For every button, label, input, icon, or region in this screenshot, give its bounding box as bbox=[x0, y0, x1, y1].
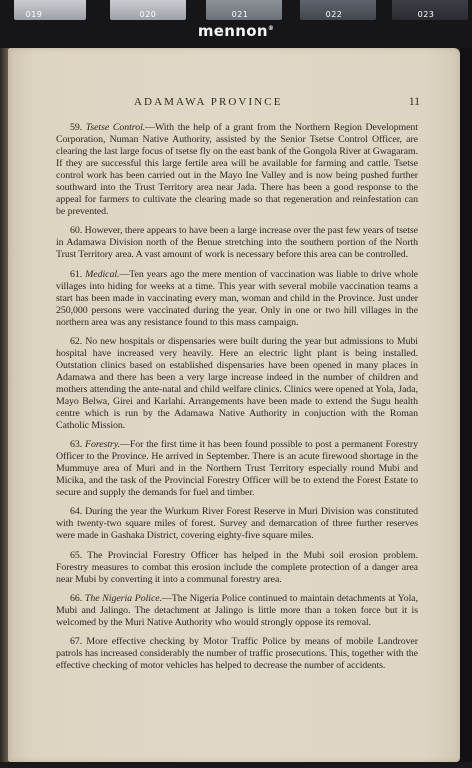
paragraph-text: More effective checking by Motor Traffic Police by means of mobile Landrover patrols has increased considerably the number of traffic prosecutions. This, together with the effective checking of motor vehicles has helped to decrease the number of accidents. bbox=[56, 635, 418, 671]
paragraph-heading: Medical. bbox=[85, 268, 120, 280]
paragraph bbox=[56, 225, 418, 261]
scanner-strip bbox=[0, 0, 472, 48]
paragraph-text: —The Nigeria Police continued to maintain detachments at Yola, Mubi and Jalingo. The detachment at Jalingo is little more than a token force but it is welcomed by the Muri Native Authority who would strongly oppose its removal. bbox=[56, 592, 418, 628]
paragraph bbox=[56, 550, 418, 586]
paragraph bbox=[56, 269, 418, 329]
frame-number: 020 bbox=[139, 10, 157, 19]
frame-number: 023 bbox=[417, 10, 435, 19]
paragraph bbox=[56, 336, 418, 432]
body-text bbox=[56, 122, 418, 679]
paragraph-text: The Provincial Forestry Officer has helped in the Mubi soil erosion problem. Forestry measures to combat this erosion include the complete protection of a danger area near Mubi by converting it into a communal forestry area. bbox=[56, 549, 418, 585]
paragraph-number: 59. bbox=[70, 122, 83, 133]
paragraph-number: 60. bbox=[70, 225, 83, 237]
scan-background bbox=[0, 762, 472, 768]
paragraph bbox=[56, 122, 418, 218]
paragraph-number: 64. bbox=[70, 506, 83, 518]
page-number: 11 bbox=[408, 96, 420, 108]
paragraph-heading: Tsetse Control. bbox=[85, 122, 146, 133]
paragraph-heading: The Nigeria Police. bbox=[84, 592, 162, 604]
paragraph-number: 61. bbox=[70, 268, 83, 280]
page-header bbox=[48, 96, 420, 110]
brand-name: mennon bbox=[197, 22, 268, 40]
paragraph-text: During the year the Wurkum River Forest Reserve in Muri Division was constituted with twenty-two square miles of forest. Survey and demarcation of three further reserves were made in Gashaka District, covering eighty-five square miles. bbox=[56, 506, 418, 542]
paragraph bbox=[56, 439, 418, 499]
paragraph-text: —Ten years ago the mere mention of vaccination was liable to drive whole villages into hiding for weeks at a time. This year with several mobile vaccination teams a start has been made in vaccinating every man, woman and child in the Province. Just under 250,000 persons were vaccinated during the year. Only in one or two hill villages in the northern area was any resistance found to this mass campaign. bbox=[56, 268, 418, 328]
paragraph-number: 66. bbox=[70, 592, 83, 604]
running-head: ADAMAWA PROVINCE bbox=[134, 96, 283, 108]
paragraph bbox=[56, 593, 418, 629]
paragraph-number: 67. bbox=[70, 635, 83, 647]
paragraph-text: —For the first time it has been found possible to post a permanent Forestry Officer to the Province. He arrived in September. There is an acute firewood shortage in the Mummuye area of Muri and in the Northern Trust Territory especially round Mubi and Micika, and the task of the Provincial Forestry Officer will be to extend the Forest Estate to secure and supply the demands for fuel and timber. bbox=[56, 439, 418, 499]
brand-mark: ® bbox=[267, 25, 275, 32]
frame-number: 022 bbox=[325, 10, 343, 19]
paragraph bbox=[56, 636, 418, 672]
scanner-brand-logo bbox=[0, 22, 472, 40]
scan-background bbox=[460, 48, 472, 768]
paragraph-number: 65. bbox=[70, 549, 83, 561]
paragraph-number: 62. bbox=[70, 335, 83, 347]
paragraph-text: No new hospitals or dispensaries were built during the year but admissions to Mubi hospital have increased very heavily. Here an electric light plant is being installed. Outstation clinics based on established dispensaries have been opened in many places in Adamawa and there has been a very large increase indeed in the number of children and mothers attending the ante-natal and child welfare clinics. Clinics were opened at Yola, Jada, Mayo Belwa, Girei and Karlahi. Arrangements have been made to extend the Sugu health centre which is run by the Adamawa Native Authority in conjuction with the Roman Catholic Mission. bbox=[56, 335, 418, 432]
paragraph-text: —With the help of a grant from the Northern Region Development Corporation, Numan Native Authority, assisted by the Senior Tsetse Control Officer, are clearing the last large focus of tsetse fly on the east bank of the Gongola River at Gwagaram. If they are successful this large fertile area will be available for farming and cattle. Tsetse control work has been carried out in the Mayo Ine Valley and is now being pushed further southward into the Trust Territory area near Jada. There has been a good response to the appeal for farmers to cultivate the clearing made so that regeneration and reinfestation can be prevented. bbox=[56, 122, 418, 218]
paragraph bbox=[56, 506, 418, 542]
book-binding-edge bbox=[0, 48, 8, 768]
paragraph-heading: Forestry. bbox=[85, 439, 121, 451]
frame-number: 019 bbox=[25, 10, 43, 19]
paragraph-text: However, there appears to have been a large increase over the past few years of tsetse in Adamawa Division north of the Benue stretching into the southern portion of the North Trust Territory area. A vast amount of work is necessary before this area can be controlled. bbox=[56, 225, 418, 261]
frame-number: 021 bbox=[231, 10, 249, 19]
paragraph-number: 63. bbox=[70, 439, 83, 451]
